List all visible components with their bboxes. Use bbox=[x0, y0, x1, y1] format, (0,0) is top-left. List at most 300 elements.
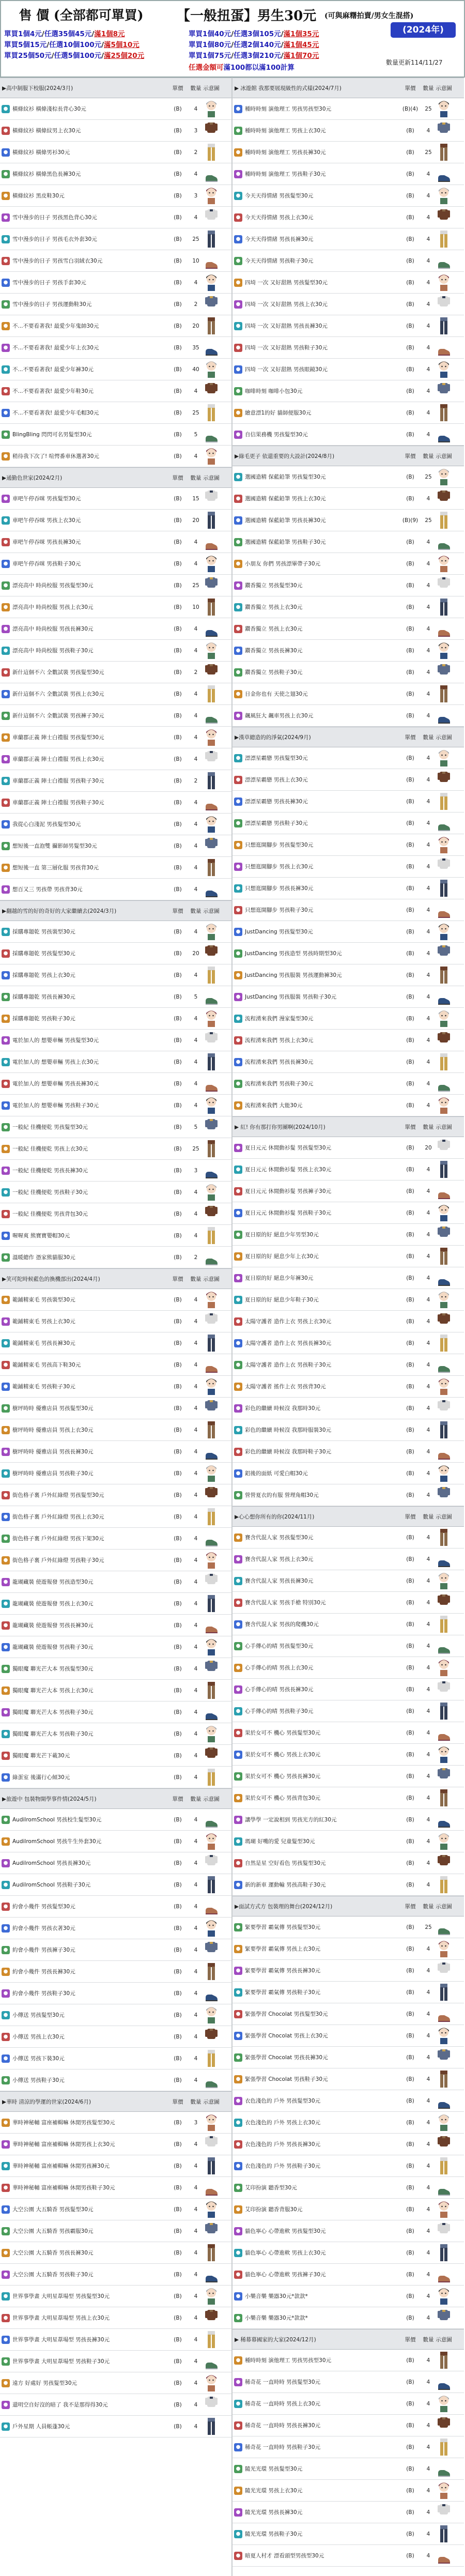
item-row[interactable] bbox=[0, 488, 231, 510]
item-thumbnail bbox=[202, 836, 221, 856]
item-row[interactable] bbox=[0, 748, 231, 770]
item-row[interactable] bbox=[0, 228, 231, 250]
item-qty: 4 bbox=[426, 1275, 430, 1281]
item-row[interactable] bbox=[0, 2242, 231, 2264]
item-row[interactable] bbox=[0, 1463, 231, 1484]
item-row[interactable] bbox=[233, 207, 464, 228]
item-row[interactable] bbox=[233, 1527, 464, 1548]
item-row[interactable] bbox=[233, 1614, 464, 1635]
item-row[interactable] bbox=[233, 1267, 464, 1289]
item-row[interactable] bbox=[0, 1571, 231, 1593]
item-row[interactable] bbox=[0, 2177, 231, 2199]
col-price: 單價 bbox=[405, 2336, 416, 2343]
item-row[interactable] bbox=[0, 2286, 231, 2307]
item-row[interactable] bbox=[233, 2003, 464, 2025]
item-thumbnail bbox=[202, 2070, 221, 2091]
item-row[interactable] bbox=[233, 2112, 464, 2134]
item-row[interactable] bbox=[233, 1051, 464, 1073]
col-thumb: 示意圖 bbox=[436, 1124, 452, 1130]
item-row[interactable] bbox=[233, 575, 464, 596]
item-thumbnail bbox=[202, 1420, 221, 1440]
item-category-icon: ● bbox=[234, 1036, 242, 1045]
item-row[interactable] bbox=[233, 596, 464, 618]
item-row[interactable] bbox=[233, 553, 464, 575]
item-grade: (B) bbox=[406, 1209, 414, 1216]
item-row[interactable] bbox=[0, 618, 231, 640]
item-row[interactable] bbox=[0, 943, 231, 964]
item-row[interactable] bbox=[0, 814, 231, 835]
item-row[interactable] bbox=[0, 1918, 231, 1939]
item-row[interactable] bbox=[233, 2371, 464, 2393]
item-row[interactable] bbox=[233, 2436, 464, 2458]
item-row[interactable] bbox=[0, 1983, 231, 2004]
item-row[interactable] bbox=[233, 2502, 464, 2523]
item-name: 電於加人的 想嬰車輛 男孩長褲30元 bbox=[12, 1081, 99, 1087]
item-row[interactable] bbox=[0, 1030, 231, 1051]
item-row[interactable] bbox=[0, 1615, 231, 1636]
item-grade: (B) bbox=[174, 1254, 182, 1261]
item-row[interactable] bbox=[233, 2350, 464, 2371]
item-row[interactable] bbox=[233, 424, 464, 446]
item-row[interactable] bbox=[233, 1831, 464, 1852]
item-row[interactable] bbox=[233, 1311, 464, 1332]
item-row[interactable] bbox=[233, 1766, 464, 1787]
item-row[interactable] bbox=[0, 2004, 231, 2026]
item-thumbnail bbox=[202, 2199, 221, 2220]
item-row[interactable] bbox=[233, 1484, 464, 1506]
item-category-icon: ● bbox=[234, 2508, 242, 2517]
item-row[interactable] bbox=[233, 1159, 464, 1180]
item-row[interactable] bbox=[233, 1852, 464, 1874]
item-row[interactable] bbox=[0, 1354, 231, 1376]
item-thumbnail bbox=[202, 1896, 221, 1917]
item-row[interactable] bbox=[0, 1506, 231, 1528]
item-qty: 4 bbox=[426, 323, 430, 329]
item-row[interactable] bbox=[0, 446, 231, 467]
item-row[interactable] bbox=[233, 1332, 464, 1354]
item-row[interactable] bbox=[233, 1722, 464, 1744]
item-row[interactable] bbox=[0, 1961, 231, 1983]
item-qty: 4 bbox=[426, 1383, 430, 1390]
item-row[interactable] bbox=[233, 1095, 464, 1116]
item-row[interactable] bbox=[0, 727, 231, 748]
item-row[interactable] bbox=[233, 185, 464, 207]
item-thumbnail bbox=[202, 99, 221, 119]
item-row[interactable] bbox=[233, 1376, 464, 1398]
item-thumbnail bbox=[434, 1203, 454, 1223]
item-row[interactable] bbox=[0, 207, 231, 228]
item-row[interactable] bbox=[233, 1463, 464, 1484]
item-row[interactable] bbox=[0, 1874, 231, 1896]
item-row[interactable] bbox=[233, 2177, 464, 2199]
item-row[interactable] bbox=[0, 575, 231, 596]
item-row[interactable] bbox=[0, 1073, 231, 1095]
item-row[interactable] bbox=[0, 1225, 231, 1247]
item-row[interactable] bbox=[233, 228, 464, 250]
item-grade: (B) bbox=[406, 582, 414, 589]
item-grade: (B) bbox=[174, 647, 182, 654]
item-row[interactable] bbox=[0, 424, 231, 446]
item-row[interactable] bbox=[233, 1441, 464, 1463]
item-row[interactable] bbox=[233, 488, 464, 510]
item-row[interactable] bbox=[233, 2242, 464, 2264]
item-row[interactable] bbox=[233, 1548, 464, 1570]
item-row[interactable] bbox=[0, 2220, 231, 2242]
item-row[interactable] bbox=[0, 2372, 231, 2394]
item-row[interactable] bbox=[0, 1160, 231, 1182]
item-row[interactable] bbox=[0, 1051, 231, 1073]
item-row[interactable] bbox=[233, 272, 464, 294]
item-row[interactable] bbox=[233, 1137, 464, 1159]
item-thumbnail bbox=[202, 1702, 221, 1723]
item-name: 稍待我下次了! 喧愕番車休選著30元 bbox=[12, 453, 99, 459]
item-row[interactable] bbox=[233, 380, 464, 402]
item-qty: 4 bbox=[426, 1664, 430, 1671]
item-qty: 4 bbox=[194, 1622, 198, 1629]
item-row[interactable] bbox=[0, 250, 231, 272]
item-row[interactable] bbox=[233, 1592, 464, 1614]
item-row[interactable] bbox=[233, 466, 464, 488]
item-row[interactable] bbox=[0, 402, 231, 424]
item-thumbnail bbox=[434, 1723, 454, 1743]
item-row[interactable] bbox=[0, 2134, 231, 2155]
item-thumbnail bbox=[202, 1376, 221, 1397]
item-row[interactable] bbox=[233, 1398, 464, 1419]
item-row[interactable] bbox=[0, 1138, 231, 1160]
item-name: 太陽守護者 造作上衣 男孩長褲30元 bbox=[245, 1340, 332, 1346]
item-row[interactable] bbox=[233, 2307, 464, 2329]
item-row[interactable] bbox=[233, 1657, 464, 1679]
item-row[interactable] bbox=[233, 683, 464, 705]
item-row[interactable] bbox=[233, 2090, 464, 2112]
item-row[interactable] bbox=[233, 402, 464, 424]
item-grade: (B) bbox=[174, 1167, 182, 1174]
item-row[interactable] bbox=[0, 1376, 231, 1398]
item-row[interactable] bbox=[0, 2416, 231, 2437]
item-row[interactable] bbox=[233, 1809, 464, 1831]
item-row[interactable] bbox=[233, 705, 464, 727]
item-category-icon: ● bbox=[234, 2400, 242, 2408]
item-row[interactable] bbox=[233, 2220, 464, 2242]
item-row[interactable] bbox=[0, 2351, 231, 2372]
item-row[interactable] bbox=[0, 1658, 231, 1680]
item-category-icon: ● bbox=[2, 1600, 10, 1608]
item-category-icon: ● bbox=[234, 863, 242, 871]
item-row[interactable] bbox=[233, 618, 464, 640]
item-thumbnail bbox=[434, 1527, 454, 1548]
item-name: 太陽守護者 搖作上衣 男孩背30元 bbox=[245, 1384, 326, 1390]
item-row[interactable] bbox=[233, 2025, 464, 2047]
item-qty: 4 bbox=[426, 2119, 430, 2126]
item-category-icon: ● bbox=[234, 1599, 242, 1607]
item-qty: 2 bbox=[194, 777, 198, 784]
item-row[interactable] bbox=[233, 1030, 464, 1051]
item-row[interactable] bbox=[0, 2199, 231, 2220]
item-row[interactable] bbox=[0, 120, 231, 142]
item-row[interactable] bbox=[233, 662, 464, 683]
item-row[interactable] bbox=[233, 2458, 464, 2480]
item-name: 溫暖總作 憑家熊貓服30元 bbox=[12, 1254, 75, 1261]
item-row[interactable] bbox=[233, 964, 464, 986]
item-row[interactable] bbox=[0, 1311, 231, 1332]
item-category-icon: ● bbox=[2, 1752, 10, 1760]
item-row[interactable] bbox=[233, 812, 464, 834]
item-row[interactable] bbox=[233, 1419, 464, 1441]
item-row[interactable] bbox=[0, 2069, 231, 2091]
item-row[interactable] bbox=[233, 834, 464, 856]
item-row[interactable] bbox=[0, 640, 231, 662]
item-name: 流程湧來我們 漫家髮型30元 bbox=[245, 1016, 314, 1022]
item-row[interactable] bbox=[233, 986, 464, 1008]
item-row[interactable] bbox=[233, 315, 464, 337]
item-grade: (B) bbox=[406, 1838, 414, 1845]
item-row[interactable] bbox=[0, 662, 231, 683]
item-grade: (B) bbox=[174, 1903, 182, 1910]
item-row[interactable] bbox=[233, 120, 464, 142]
item-row[interactable] bbox=[0, 1852, 231, 1874]
item-row[interactable] bbox=[233, 1202, 464, 1224]
item-row[interactable] bbox=[0, 986, 231, 1008]
item-row[interactable] bbox=[0, 2026, 231, 2048]
item-row[interactable] bbox=[0, 98, 231, 120]
item-row[interactable] bbox=[233, 1938, 464, 1960]
item-row[interactable] bbox=[233, 250, 464, 272]
item-row[interactable] bbox=[0, 1116, 231, 1138]
item-row[interactable] bbox=[0, 596, 231, 618]
item-row[interactable] bbox=[233, 531, 464, 553]
item-row[interactable] bbox=[233, 2415, 464, 2436]
item-row[interactable] bbox=[0, 380, 231, 402]
item-row[interactable] bbox=[0, 792, 231, 814]
item-row[interactable] bbox=[0, 337, 231, 359]
item-row[interactable] bbox=[233, 1354, 464, 1376]
item-category-icon: ● bbox=[234, 1923, 242, 1931]
item-name: 太陽守護者 造作上衣 男孩上衣30元 bbox=[245, 1318, 332, 1325]
item-grade: (B) bbox=[174, 604, 182, 610]
item-grade: (B) bbox=[406, 171, 414, 177]
item-grade: (B) bbox=[406, 1231, 414, 1238]
item-grade: (B) bbox=[174, 2380, 182, 2386]
item-grade: (B) bbox=[174, 2033, 182, 2040]
item-thumbnail bbox=[202, 1355, 221, 1375]
item-category-icon: ● bbox=[2, 1881, 10, 1889]
item-grade: (B) bbox=[406, 1860, 414, 1866]
item-row[interactable] bbox=[0, 1441, 231, 1463]
item-category-icon: ● bbox=[234, 1383, 242, 1391]
item-row[interactable] bbox=[233, 510, 464, 531]
item-row[interactable] bbox=[233, 1289, 464, 1311]
item-row[interactable] bbox=[233, 791, 464, 812]
item-row[interactable] bbox=[0, 2112, 231, 2134]
item-row[interactable] bbox=[0, 315, 231, 337]
item-row[interactable] bbox=[0, 359, 231, 380]
item-category-icon: ● bbox=[2, 1491, 10, 1499]
item-row[interactable] bbox=[233, 1700, 464, 1722]
item-row[interactable] bbox=[0, 1289, 231, 1311]
item-row[interactable] bbox=[0, 1247, 231, 1268]
item-thumbnail bbox=[434, 2004, 454, 2025]
item-row[interactable] bbox=[233, 2264, 464, 2286]
item-row[interactable] bbox=[233, 142, 464, 163]
item-category-icon: ● bbox=[2, 2401, 10, 2409]
item-row[interactable] bbox=[233, 1008, 464, 1030]
item-grade: (B) bbox=[174, 517, 182, 524]
item-row[interactable] bbox=[233, 1246, 464, 1267]
item-row[interactable] bbox=[0, 553, 231, 575]
item-grade: (B) bbox=[406, 2228, 414, 2234]
item-category-icon: ● bbox=[234, 668, 242, 677]
item-category-icon: ● bbox=[2, 1686, 10, 1695]
item-row[interactable] bbox=[233, 856, 464, 878]
item-category-icon: ● bbox=[234, 2487, 242, 2495]
item-row[interactable] bbox=[0, 857, 231, 879]
item-grade: (B) bbox=[406, 1383, 414, 1390]
item-qty: 5 bbox=[194, 993, 198, 1000]
item-name: 只想逛開腳步 男孩上衣30元 bbox=[245, 864, 314, 870]
item-row[interactable] bbox=[233, 2199, 464, 2220]
item-row[interactable] bbox=[0, 510, 231, 531]
item-grade: (B) bbox=[406, 2011, 414, 2017]
item-row[interactable] bbox=[233, 2480, 464, 2502]
item-row[interactable] bbox=[0, 964, 231, 986]
item-row[interactable] bbox=[233, 1982, 464, 2003]
item-row[interactable] bbox=[0, 705, 231, 727]
item-row[interactable] bbox=[233, 2286, 464, 2307]
item-grade: (B) bbox=[406, 1751, 414, 1758]
item-row[interactable] bbox=[233, 1570, 464, 1592]
item-row[interactable] bbox=[233, 98, 464, 120]
item-row[interactable] bbox=[233, 2155, 464, 2177]
item-row[interactable] bbox=[233, 294, 464, 315]
item-row[interactable] bbox=[0, 294, 231, 315]
item-row[interactable] bbox=[0, 1680, 231, 1701]
item-name: 賽含代混人家 男孩手槍 特別30元 bbox=[245, 1600, 326, 1606]
item-row[interactable] bbox=[233, 359, 464, 380]
item-qty: 4 bbox=[426, 1209, 430, 1216]
item-category-icon: ● bbox=[2, 495, 10, 503]
item-row[interactable] bbox=[233, 1180, 464, 1202]
item-row[interactable] bbox=[233, 943, 464, 964]
item-qty: 4 bbox=[194, 691, 198, 697]
item-row[interactable] bbox=[233, 747, 464, 769]
item-row[interactable] bbox=[0, 879, 231, 900]
item-row[interactable] bbox=[0, 142, 231, 163]
item-row[interactable] bbox=[0, 1528, 231, 1550]
item-qty: 4 bbox=[194, 453, 198, 459]
item-row[interactable] bbox=[0, 770, 231, 792]
item-row[interactable] bbox=[0, 163, 231, 185]
item-row[interactable] bbox=[233, 921, 464, 943]
item-name: 夏日原的好 絕息少年鞋子30元 bbox=[245, 1297, 319, 1303]
item-qty: 4 bbox=[194, 171, 198, 177]
item-row[interactable] bbox=[233, 163, 464, 185]
item-grade: (B) bbox=[174, 192, 182, 199]
item-grade: (B) bbox=[406, 1166, 414, 1173]
item-name: 夏日原的好 絕息少年男型30元 bbox=[245, 1232, 319, 1238]
item-row[interactable] bbox=[0, 1593, 231, 1615]
item-qty: 4 bbox=[194, 1578, 198, 1585]
item-row[interactable] bbox=[0, 1419, 231, 1441]
item-name: 不...不要看著我! 最愛少年上衣30元 bbox=[12, 345, 99, 351]
item-row[interactable] bbox=[0, 1745, 231, 1767]
item-row[interactable] bbox=[0, 1767, 231, 1788]
item-row[interactable] bbox=[233, 1916, 464, 1938]
item-grade: (B) bbox=[174, 560, 182, 567]
item-row[interactable] bbox=[0, 2394, 231, 2416]
item-row[interactable] bbox=[0, 1008, 231, 1030]
item-row[interactable] bbox=[0, 1939, 231, 1961]
item-category-icon: ● bbox=[234, 1404, 242, 1413]
item-row[interactable] bbox=[0, 185, 231, 207]
item-row[interactable] bbox=[233, 640, 464, 662]
item-row[interactable] bbox=[233, 878, 464, 899]
item-row[interactable] bbox=[233, 2047, 464, 2068]
item-row[interactable] bbox=[0, 1809, 231, 1831]
item-row[interactable] bbox=[233, 1960, 464, 1982]
item-row[interactable] bbox=[0, 1896, 231, 1918]
item-row[interactable] bbox=[233, 1224, 464, 1246]
item-row[interactable] bbox=[233, 769, 464, 791]
item-thumbnail bbox=[202, 446, 221, 467]
item-row[interactable] bbox=[0, 683, 231, 705]
item-row[interactable] bbox=[233, 2545, 464, 2567]
item-row[interactable] bbox=[233, 1073, 464, 1095]
item-row[interactable] bbox=[0, 2307, 231, 2329]
item-row[interactable] bbox=[233, 337, 464, 359]
item-row[interactable] bbox=[233, 1679, 464, 1700]
item-thumbnail bbox=[434, 272, 454, 293]
item-row[interactable] bbox=[0, 1701, 231, 1723]
item-row[interactable] bbox=[0, 1831, 231, 1852]
item-row[interactable] bbox=[233, 2134, 464, 2155]
item-row[interactable] bbox=[233, 1744, 464, 1766]
item-grade: (B) bbox=[174, 1752, 182, 1759]
item-row[interactable] bbox=[0, 272, 231, 294]
item-row[interactable] bbox=[0, 1332, 231, 1354]
item-row[interactable] bbox=[0, 531, 231, 553]
item-row[interactable] bbox=[0, 2329, 231, 2351]
item-category-icon: ● bbox=[2, 2422, 10, 2431]
item-row[interactable] bbox=[233, 2068, 464, 2090]
item-row[interactable] bbox=[0, 1550, 231, 1571]
item-row[interactable] bbox=[0, 921, 231, 943]
item-row[interactable] bbox=[233, 1874, 464, 1896]
item-row[interactable] bbox=[233, 1635, 464, 1657]
item-row[interactable] bbox=[0, 1484, 231, 1506]
item-row[interactable] bbox=[233, 899, 464, 921]
item-row[interactable] bbox=[0, 2155, 231, 2177]
item-qty: 4 bbox=[426, 2097, 430, 2104]
item-name: 賽含代混人家 男孩髮型30元 bbox=[245, 1535, 314, 1541]
item-row[interactable] bbox=[233, 2393, 464, 2415]
item-row[interactable] bbox=[0, 835, 231, 857]
item-name: 選國造精 保藍鉛筆 男孩上衣30元 bbox=[245, 496, 326, 502]
item-row[interactable] bbox=[0, 2264, 231, 2286]
item-row[interactable] bbox=[0, 1398, 231, 1419]
item-row[interactable] bbox=[0, 1723, 231, 1745]
item-qty: 4 bbox=[194, 560, 198, 567]
item-row[interactable] bbox=[233, 1787, 464, 1809]
item-qty: 4 bbox=[194, 1361, 198, 1368]
item-row[interactable] bbox=[0, 1636, 231, 1658]
item-row[interactable] bbox=[0, 1095, 231, 1116]
item-row[interactable] bbox=[0, 1203, 231, 1225]
item-category-icon: ● bbox=[2, 1232, 10, 1240]
item-row[interactable] bbox=[0, 2048, 231, 2069]
item-row[interactable] bbox=[233, 2523, 464, 2545]
item-thumbnail bbox=[202, 1485, 221, 1506]
item-row[interactable] bbox=[0, 1182, 231, 1203]
